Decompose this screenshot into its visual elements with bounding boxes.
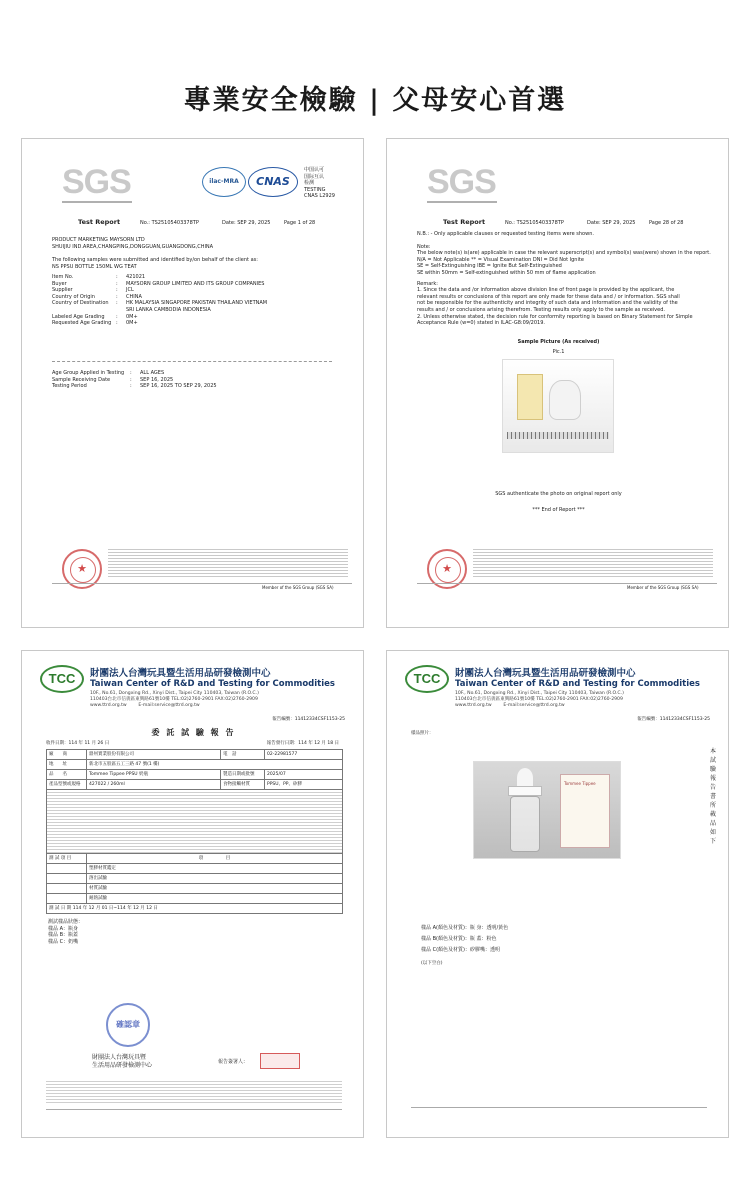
report-page: Page 28 of 28 (649, 220, 684, 226)
terms-fine-print (473, 549, 713, 579)
footer-line (417, 583, 717, 584)
footer-line (46, 1109, 342, 1110)
field-row: Requested Age Grading : 0M+ (52, 320, 138, 327)
sgs-member-line: Member of the SGS Group (SGS SA) (262, 585, 334, 590)
tcc-doc-title: 委 託 試 驗 報 告 (151, 728, 236, 737)
field-row: SRI LANKA CAMBODIA INDONESIA (126, 306, 211, 313)
pic-label: Pic.1 (552, 349, 565, 355)
tcc-name-cn: 財團法人台灣玩具暨生活用品研發檢測中心 (455, 668, 636, 679)
sgs-report-page-1 (21, 138, 364, 628)
report-number: No.: TS25105403378TP (140, 220, 199, 226)
notes-block: N.B.: - Only applicable clauses or requested testing items were shown. Note: The below note(s) is(are) applicable in case the relevant superscript(s) and symbol(s) was(were) shown in the report. N/A = Not Applicable ** = Visual Examination DNI = Did Not Ignite SE = Self-Extinguishing IBE = Ignite But Self-Extinguished SE within 50mm = Self-extinguished within 50 mm of flame application Remark: 1. Since the data and /or information above division line of front page is provided by the applicant, the relevant results or conclusions of this report are only made for these data and / or information. SGS shall not be responsible for the authenticity and integrity of such data and information and the validity of the results and / or conclusions arising therefrom. Testing results only apply to the sample as received. 2. Unless otherwise stated, the decision rule for conformity reporting is based on Binary Statement for Simple Acceptance Rule (w=0) stated in ILAC-G8:09/2019. (417, 231, 711, 327)
table-row: 測 試 日 期 114 年 12 月 01 日~114 年 12 月 12 日 (47, 904, 343, 914)
tcc-logo: TCC (40, 665, 84, 693)
report-title: Test Report (78, 218, 121, 226)
sample-picture-title: Sample Picture (As received) (517, 339, 600, 345)
table-row: 測 試 項 目 項 目 (47, 854, 343, 864)
footnotes (46, 1079, 342, 1103)
ilac-mra-logo: ilac-MRA (202, 167, 246, 197)
tcc-address: 10F., No.61, Dongxing Rd., Xinyi Dist., Taipei City 110403, Taiwan (R.O.C.) 110403台北市信義區東興路61號10樓 TEL:02)2760-2901 FAX:02)2760-2909 www.ttrd.org.tw E-mail:service@ttrd.org.tw (90, 691, 259, 708)
side-vertical-text: 本試驗報告書所載品如下 (710, 748, 717, 845)
footer-line (52, 583, 352, 584)
tcc-report-photo-page (386, 650, 729, 1138)
sgs-logo: SGS (427, 163, 496, 201)
ruler-image (507, 432, 609, 439)
tcc-address: 10F., No.61, Dongxing Rd., Xinyi Dist., Taipei City 110403, Taiwan (R.O.C.) 110403台北市信義區東興路61號10樓 TEL:02)2760-2901 FAX:02)2760-2909 www.ttrd.org.tw E-mail:service@ttrd.org.tw (455, 691, 624, 708)
table-row: 地 址 新北市五股區五工三路 47 號(1 樓) (47, 760, 343, 770)
end-of-report: *** End of Report *** (532, 507, 585, 513)
field-row: Testing Period : SEP 16, 2025 TO SEP 29, 2025 (52, 383, 217, 390)
sign-org-2: 生活用品研發檢測中心 (92, 1062, 153, 1069)
tcc-samples: 測試樣品狀態： 樣品 A：瓶身 樣品 B：瓶蓋 樣品 C：奶嘴 (48, 919, 84, 945)
table-row: 材質試驗 (47, 884, 343, 894)
divider-line (52, 361, 332, 362)
sgs-member-line: Member of the SGS Group (SGS SA) (627, 585, 699, 590)
page-headline: 專業安全檢驗 | 父母安心首選 (183, 85, 567, 116)
cnas-text: 中国认可 国际互认 检测 TESTING CNAS L2929 (304, 167, 335, 200)
tcc-report-number: 報告編號：11412334CSF1153-25 (637, 717, 710, 722)
tcc-info-table (46, 749, 343, 914)
field-row: Item No. : 421021 (52, 274, 146, 280)
terms-fine-print (108, 549, 348, 579)
tcc-received-date: 收件日期：114 年 11 月 26 日 (46, 741, 110, 746)
sgs-logo-underline (62, 201, 132, 203)
tcc-report-number: 報告編號：11412334CSF1153-25 (272, 717, 345, 722)
product-photo (473, 761, 621, 859)
tcc-name-cn: 財團法人台灣玩具暨生活用品研發檢測中心 (90, 668, 271, 679)
table-row: 品 名 Tommee Tippee PPSU 奶瓶 製造日期或批號 2025/07 (47, 770, 343, 780)
report-page: Page 1 of 28 (284, 220, 316, 226)
tcc-logo: TCC (405, 665, 449, 693)
bottle-image (504, 768, 546, 854)
field-row: Age Group Applied in Testing : ALL AGES (52, 370, 165, 376)
tcc-issued-date: 報告發行日期：114 年 12 月 18 日 (266, 741, 339, 746)
sample-fields (52, 274, 267, 327)
footer-line (411, 1107, 707, 1108)
tcc-name-en: Taiwan Center of R&D and Testing for Commodities (90, 679, 335, 689)
report-title: Test Report (443, 218, 486, 226)
reporter-label: 報告簽署人： (218, 1059, 249, 1065)
cnas-logo: CNAS (248, 167, 298, 197)
sgs-report-page-28 (386, 138, 729, 628)
bottle-box-image (517, 374, 543, 420)
photo-caption: SGS authenticate the photo on original report only (495, 491, 622, 497)
confirmation-seal: 確認章 (106, 1003, 150, 1047)
field-row: Country of Origin : CHINA (52, 293, 142, 300)
table-row (47, 790, 343, 854)
table-row: 產品型號或規格 427022 / 260ml 食物接觸材質 PPSU、PP、矽膠 (47, 780, 343, 790)
client-block: PRODUCT MARKETING MAYSORN LTD SHUIJIU IND.AREA,CHANGPING,DONGGUAN,GUANGDONG,CHINA The following samples were submitted and identified by/on behalf of the client as: NS PPSU BOTTLE 150ML WG TEAT (52, 237, 258, 270)
table-row: 耐熱試驗 (47, 894, 343, 904)
sign-org: 財團法人台灣玩具暨 (92, 1054, 147, 1061)
signature-stamp (260, 1053, 300, 1069)
bottle-image (549, 380, 581, 420)
table-row: 廠 商 鼎州實業股份有限公司 電 話 02-22981577 (47, 750, 343, 760)
field-row: Country of Destination : HK MALAYSIA SINGAPORE PAKISTAN THAILAND VIETNAM (52, 300, 268, 307)
sample-photo (502, 359, 614, 453)
field-row: Supplier : JCL (52, 287, 134, 294)
sgs-seal-stamp: ★ (427, 549, 467, 589)
blank-below: (以下空白) (421, 961, 443, 966)
tcc-name-en: Taiwan Center of R&D and Testing for Commodities (455, 679, 700, 689)
sgs-logo-underline (427, 201, 497, 203)
sgs-logo: SGS (62, 163, 131, 201)
sgs-seal-stamp: ★ (62, 549, 102, 589)
photo-label: 樣品照片： (411, 731, 434, 736)
table-row: 塑膠材質鑑定 (47, 864, 343, 874)
table-row: 溶出試驗 (47, 874, 343, 884)
sample-descriptions: 樣品 A(顏色及材質)：瓶 身：透明/黃色 樣品 B(顏色及材質)：瓶 蓋：粉色 樣品 C(顏色及材質)：矽膠嘴：透明 (421, 925, 509, 953)
tcc-report-page-1 (21, 650, 364, 1138)
report-date: Date: SEP 29, 2025 (587, 220, 636, 226)
fine-print-block (47, 790, 343, 854)
field-row: Sample Receiving Date : SEP 16, 2025 (52, 376, 174, 383)
report-date: Date: SEP 29, 2025 (222, 220, 271, 226)
product-box-image: Tommee Tippee (560, 774, 610, 848)
field-row: Buyer : MAYSORN GROUP LIMITED AND ITS GROUP COMPANIES (52, 280, 265, 287)
testing-fields (52, 370, 217, 390)
field-row: Labeled Age Grading : 0M+ (52, 313, 138, 320)
report-number: No.: TS25105403378TP (505, 220, 564, 226)
